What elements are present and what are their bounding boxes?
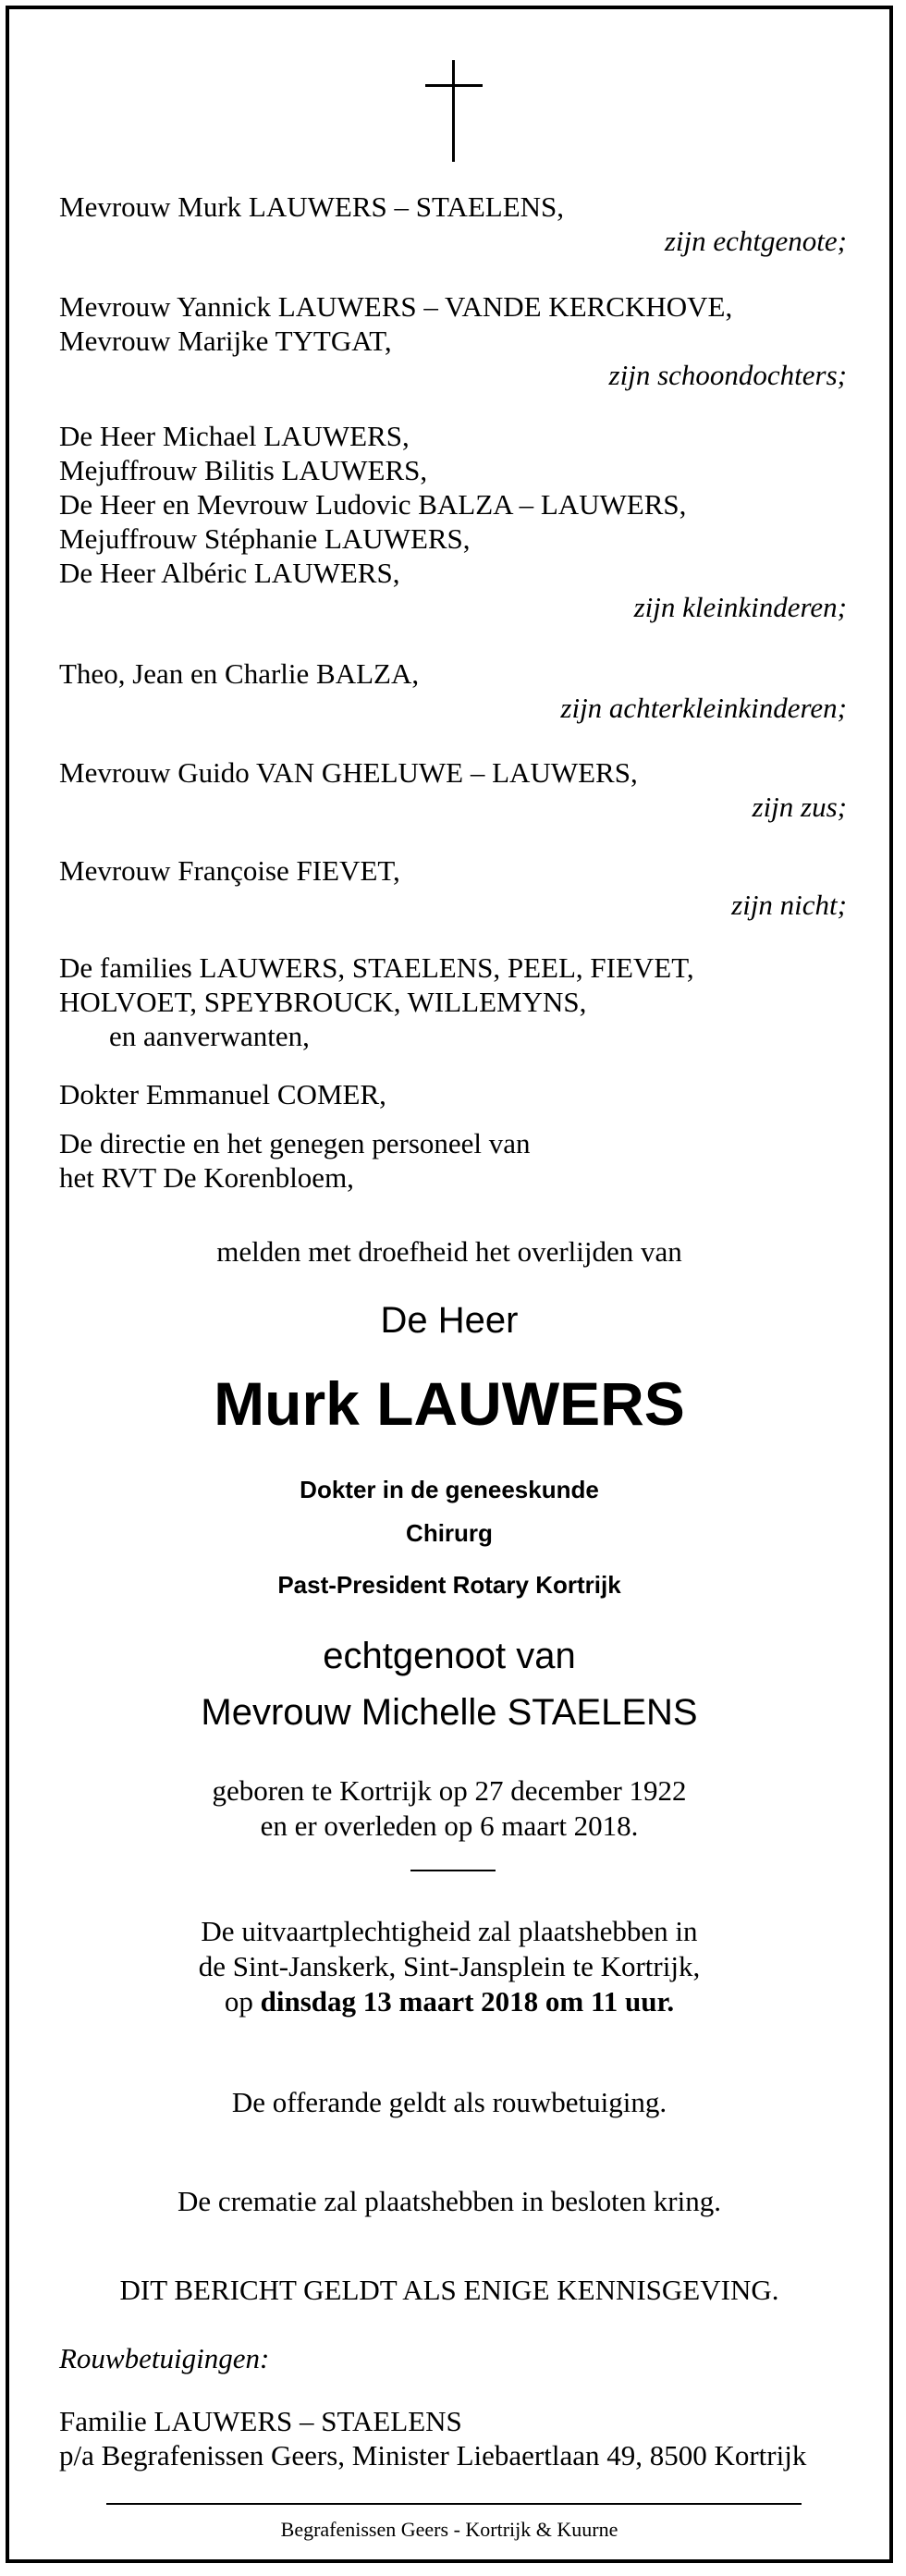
survivor-name: Mevrouw Murk LAUWERS – STAELENS,: [59, 190, 565, 223]
survivor-name: Mevrouw Guido VAN GHELUWE – LAUWERS,: [59, 756, 638, 789]
funeral-line: De uitvaartplechtigheid zal plaatshebben in: [201, 1915, 698, 1947]
funeral-date-line: op dinsdag 13 maart 2018 om 11 uur.: [224, 1985, 675, 2018]
obituary-card: [6, 6, 893, 2563]
condolences-block: [59, 2404, 847, 2472]
title-line: Dokter in de geneeskunde: [300, 1476, 599, 1503]
relation-label: zijn nicht;: [731, 889, 847, 921]
survivor-group-great-grandchildren: [59, 656, 847, 725]
families-block: [59, 951, 847, 1053]
relation-label: zijn achterkleinkinderen;: [560, 692, 847, 724]
relation-label: zijn schoondochters;: [608, 359, 847, 391]
birth-line: geboren te Kortrijk op 27 december 1922: [212, 1774, 687, 1807]
condolences-name: Familie LAUWERS – STAELENS: [59, 2405, 462, 2437]
survivor-name: Mejuffrouw Stéphanie LAUWERS,: [59, 522, 471, 555]
announcement: melden met droefheid het overlijden van: [216, 1235, 682, 1268]
footer-rule: [106, 2503, 802, 2505]
condolences-address: p/a Begrafenissen Geers, Minister Liebaertlaan 49, 8500 Kortrijk: [59, 2439, 807, 2472]
spouse-intro: echtgenoot van: [323, 1636, 576, 1676]
spouse-name: Mevrouw Michelle STAELENS: [201, 1692, 698, 1733]
notice-line: DIT BERICHT GELDT ALS ENIGE KENNISGEVING.: [119, 2274, 779, 2306]
survivor-name: De Heer en Mevrouw Ludovic BALZA – LAUWERS,: [59, 488, 687, 521]
cremation-line: De crematie zal plaatshebben in besloten kring.: [178, 2185, 721, 2217]
separator-rule: [410, 1870, 496, 1871]
survivor-name: De Heer Albéric LAUWERS,: [59, 557, 400, 589]
footer-text: Begrafenissen Geers - Kortrijk & Kuurne: [280, 2518, 618, 2541]
title-line: Past-President Rotary Kortrijk: [277, 1571, 621, 1599]
survivor-group-niece: [59, 853, 847, 922]
survivor-group-daughters-in-law: [59, 289, 847, 392]
funeral-date: dinsdag 13 maart 2018 om 11 uur.: [260, 1985, 675, 2018]
families-line: De families LAUWERS, STAELENS, PEEL, FIEVET,: [59, 951, 694, 984]
relatives-line: en aanverwanten,: [109, 1020, 310, 1052]
cross-icon: [422, 60, 486, 162]
survivor-group-grandchildren: [59, 419, 847, 624]
honorific: De Heer: [380, 1300, 519, 1341]
survivor-name: Mevrouw Françoise FIEVET,: [59, 854, 400, 887]
doctor-line: Dokter Emmanuel COMER,: [59, 1078, 386, 1110]
relation-label: zijn kleinkinderen;: [633, 591, 847, 623]
survivor-group-sister: [59, 755, 847, 824]
offering-line: De offerande geldt als rouwbetuiging.: [231, 2086, 667, 2118]
funeral-line: de Sint-Janskerk, Sint-Jansplein te Kortrijk,: [198, 1950, 701, 1982]
death-line: en er overleden op 6 maart 2018.: [260, 1809, 639, 1842]
survivor-group-spouse: [59, 190, 847, 258]
survivor-name: Mejuffrouw Bilitis LAUWERS,: [59, 454, 428, 486]
deceased-name: Murk LAUWERS: [214, 1369, 685, 1438]
relation-label: zijn zus;: [752, 791, 847, 823]
families-line: HOLVOET, SPEYBROUCK, WILLEMYNS,: [59, 986, 587, 1018]
condolences-label: Rouwbetuigingen:: [59, 2342, 270, 2374]
survivor-name: De Heer Michael LAUWERS,: [59, 420, 410, 452]
title-line: Chirurg: [406, 1519, 493, 1547]
relation-label: zijn echtgenote;: [664, 225, 847, 257]
staff-block: De directie en het genegen personeel van het RVT De Korenbloem,: [59, 1127, 531, 1194]
survivor-name: Mevrouw Marijke TYTGAT,: [59, 325, 392, 357]
survivor-name: Theo, Jean en Charlie BALZA,: [59, 657, 420, 690]
survivor-name: Mevrouw Yannick LAUWERS – VANDE KERCKHOVE,: [59, 290, 733, 323]
